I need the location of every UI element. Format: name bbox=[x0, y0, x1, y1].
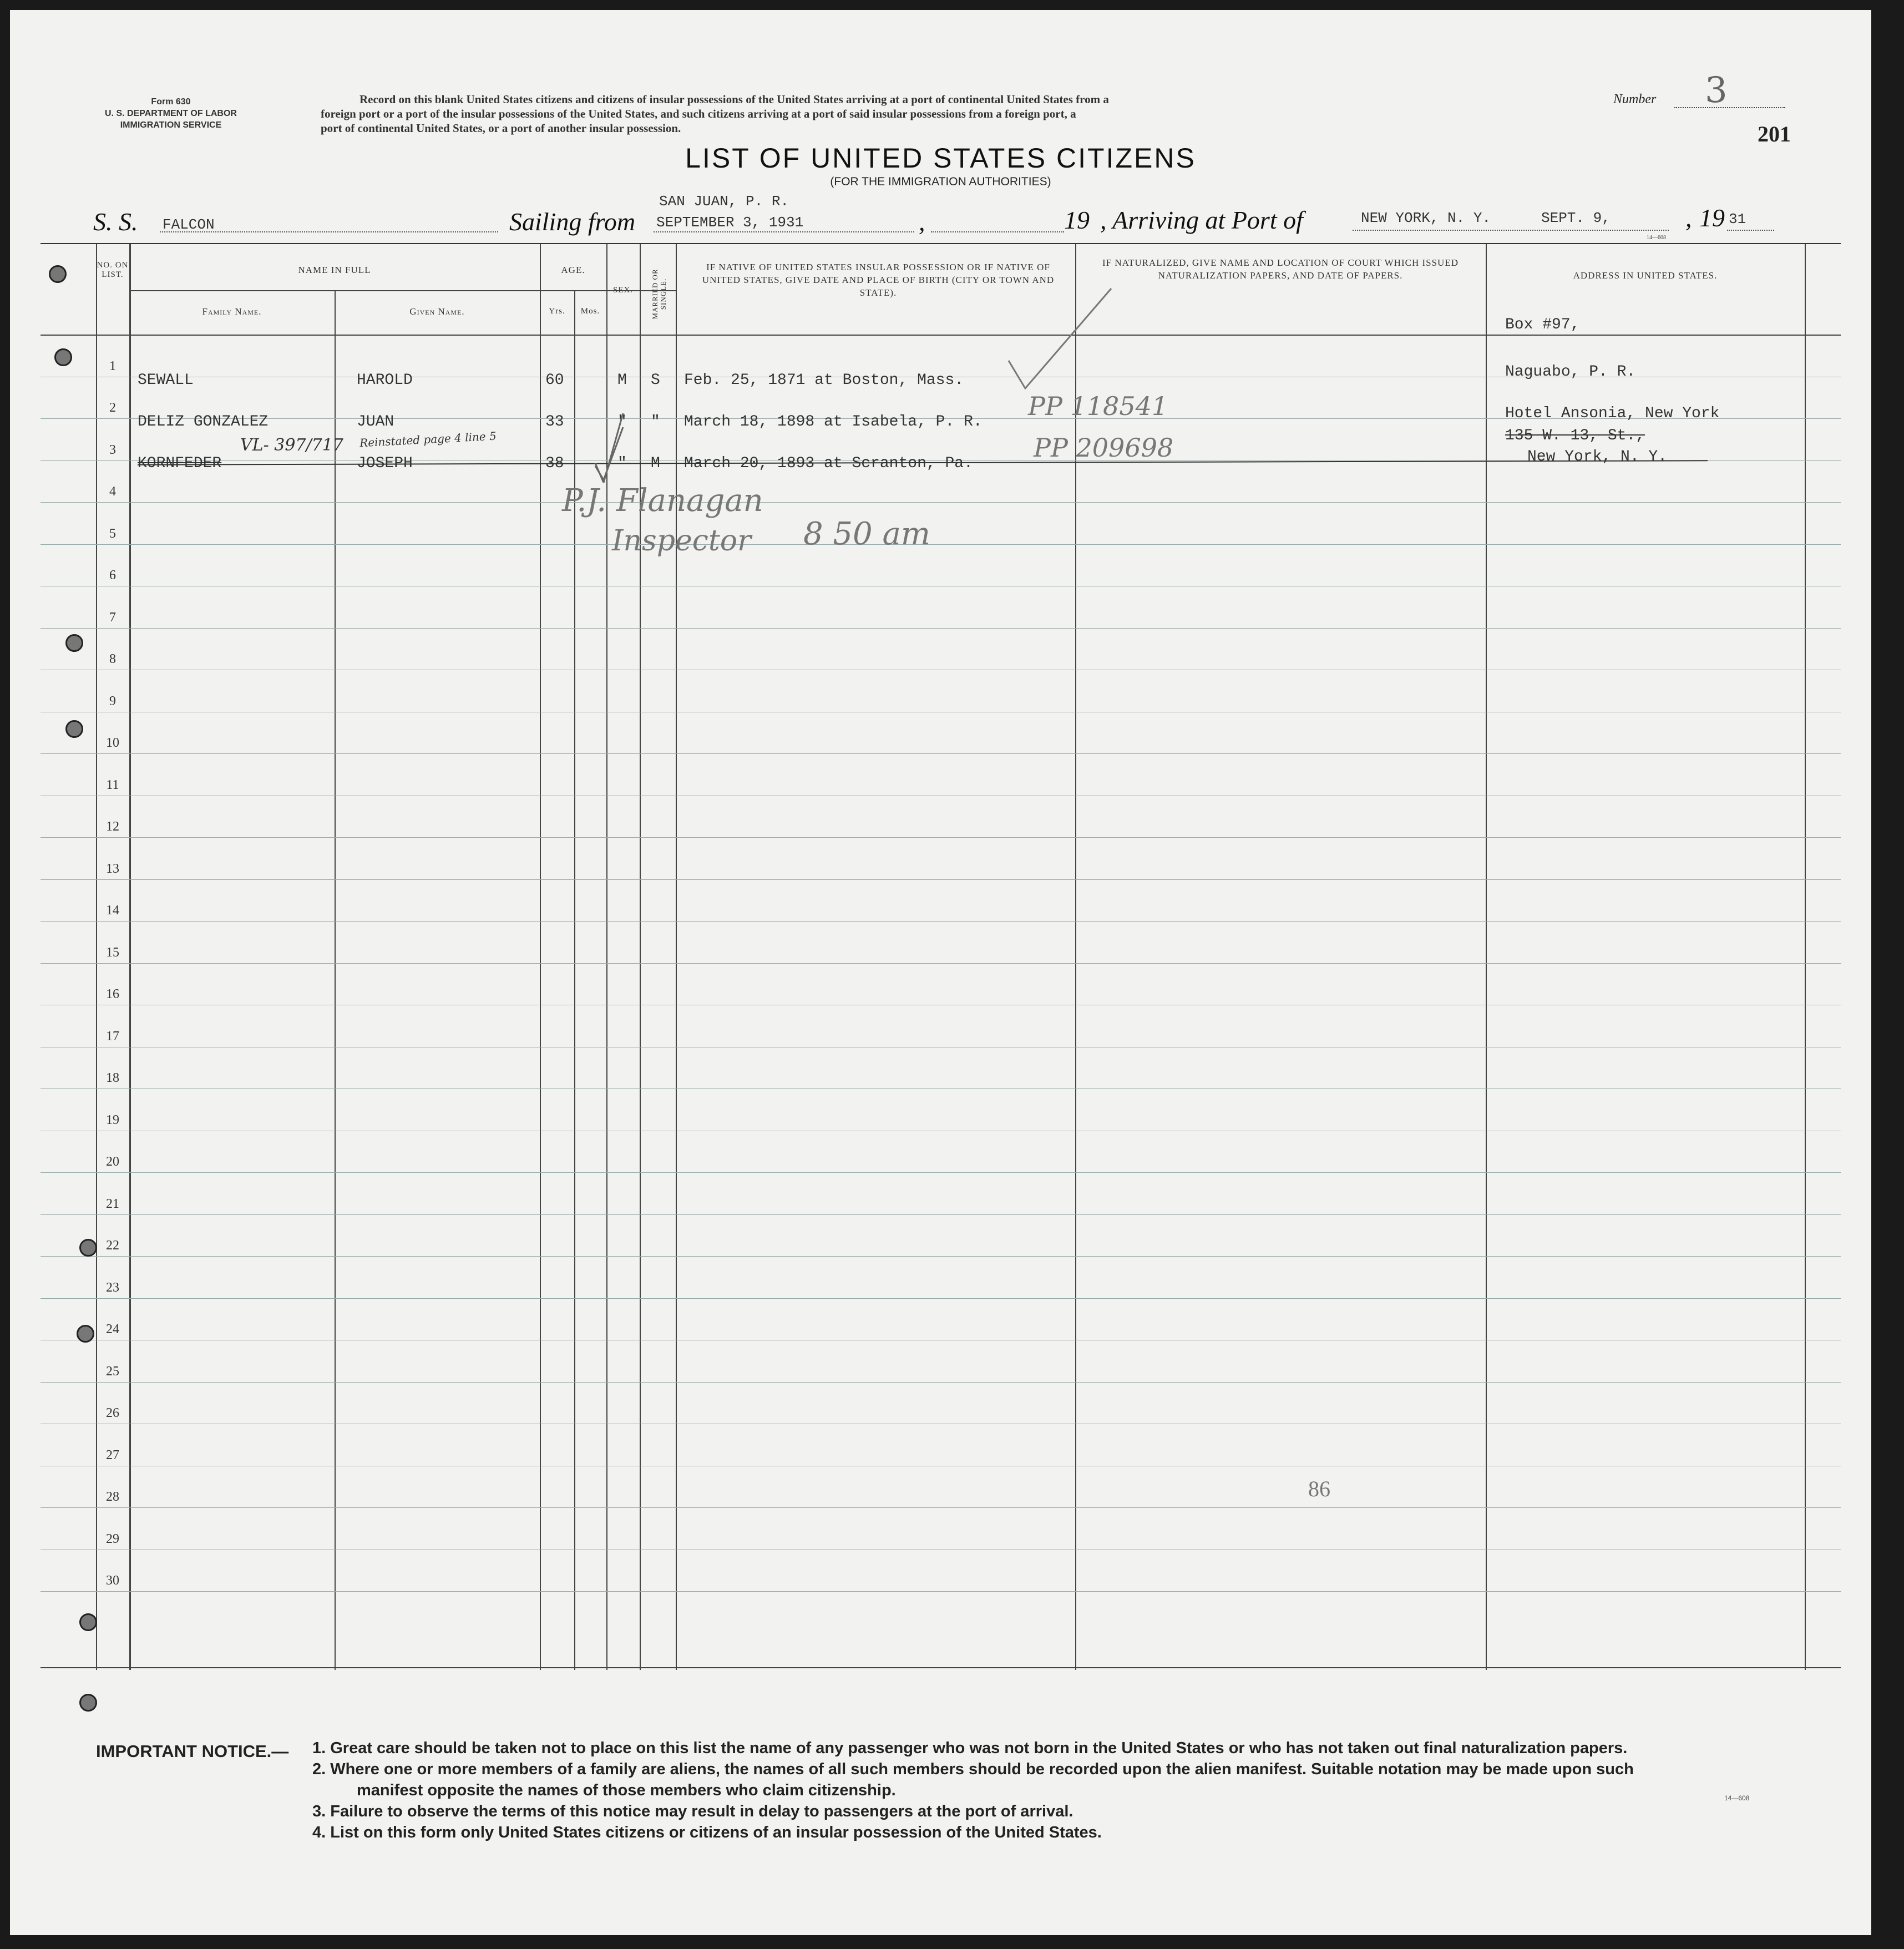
sex: " bbox=[617, 455, 627, 472]
print-code-top: 14—608 bbox=[1647, 235, 1666, 241]
row-number: 6 bbox=[109, 568, 116, 583]
row-number: 28 bbox=[106, 1490, 119, 1504]
notice-item-2-cont: manifest opposite the names of those members who claim citizenship. bbox=[357, 1781, 896, 1799]
port-from: SAN JUAN, P. R. bbox=[659, 193, 789, 210]
page-subtitle: (FOR THE IMMIGRATION AUTHORITIES) bbox=[830, 175, 1051, 188]
row-line bbox=[40, 1256, 1841, 1257]
instruction-line: Record on this blank United States citizens and citizens of insular possessions of the United States arriving at a port of continental United States from a bbox=[359, 93, 1109, 106]
blank-line bbox=[931, 229, 1064, 232]
port-to: NEW YORK, N. Y. bbox=[1361, 210, 1491, 226]
binder-hole bbox=[79, 1613, 97, 1631]
header-bottom-line bbox=[40, 335, 1841, 336]
row-line bbox=[40, 544, 1841, 545]
row-number: 12 bbox=[106, 819, 119, 834]
date-to: SEPT. 9, bbox=[1541, 210, 1611, 226]
notice-item-4: 4. List on this form only United States citizens or citizens of an insular possession of the United States. bbox=[312, 1824, 1102, 1841]
row-number: 29 bbox=[106, 1531, 119, 1546]
row-number: 19 bbox=[106, 1112, 119, 1127]
instruction-line: foreign port or a port of the insular possessions of the United States, and such citizens arriving at a port of said insular possessions from a foreign port, a bbox=[321, 107, 1076, 120]
marital-status: M bbox=[651, 455, 660, 472]
marital-status: S bbox=[651, 372, 660, 389]
row-number: 25 bbox=[106, 1364, 119, 1379]
birth-info: Feb. 25, 1871 at Boston, Mass. bbox=[684, 372, 964, 389]
vl-annotation: VL- 397/717 bbox=[240, 436, 343, 455]
sailing-label: Sailing from bbox=[509, 207, 636, 236]
col-line bbox=[1805, 244, 1806, 1670]
col-line bbox=[540, 244, 541, 1670]
header-address: ADDRESS IN UNITED STATES. bbox=[1573, 270, 1718, 281]
notice-label: IMPORTANT NOTICE.— bbox=[96, 1742, 289, 1761]
service: IMMIGRATION SERVICE bbox=[120, 120, 222, 130]
row-number: 14 bbox=[106, 903, 119, 918]
row-line bbox=[40, 753, 1841, 754]
nineteen: 19 bbox=[1064, 206, 1090, 234]
given-name: HAROLD bbox=[357, 372, 413, 389]
family-name: DELIZ GONZALEZ bbox=[138, 413, 269, 431]
sex: " bbox=[617, 413, 627, 431]
row-number: 10 bbox=[106, 736, 119, 750]
row-line bbox=[40, 837, 1841, 838]
row-number: 20 bbox=[106, 1155, 119, 1169]
row-number: 11 bbox=[106, 777, 119, 792]
col-line bbox=[129, 244, 131, 1670]
col-line bbox=[1486, 244, 1487, 1670]
row-line bbox=[40, 1214, 1841, 1215]
binder-hole bbox=[65, 720, 83, 738]
row-number: 17 bbox=[106, 1029, 119, 1044]
header-name-in-full: NAME IN FULL bbox=[298, 265, 371, 275]
header-age: AGE. bbox=[561, 265, 585, 275]
row-number: 22 bbox=[106, 1238, 119, 1253]
row-number: 1 bbox=[109, 358, 116, 373]
address: 135 W. 13, St., bbox=[1505, 427, 1645, 444]
family-name: SEWALL bbox=[138, 372, 194, 389]
naturalization-paper: PP 118541 bbox=[1028, 391, 1168, 421]
remark-annotation: Reinstated page 4 line 5 bbox=[359, 429, 497, 450]
row-number: 7 bbox=[109, 610, 116, 625]
naturalization-paper: PP 209698 bbox=[1034, 433, 1174, 463]
header-sex: SEX. bbox=[612, 286, 634, 295]
inspection-time: 8 50 am bbox=[803, 516, 930, 552]
year-line bbox=[1727, 227, 1774, 231]
comma-separator: , bbox=[919, 207, 925, 236]
date-from: SEPTEMBER 3, 1931 bbox=[656, 214, 804, 231]
inspector-label: Inspector bbox=[612, 524, 751, 558]
row-number: 23 bbox=[106, 1280, 119, 1295]
age-years: 60 bbox=[545, 372, 564, 389]
binder-hole bbox=[49, 265, 67, 283]
row-number: 2 bbox=[109, 401, 116, 415]
notice-item-1: 1. Great care should be taken not to place on this list the name of any passenger who was not born in the United States or who has not taken out final naturalization papers. bbox=[312, 1739, 1628, 1757]
table-bottom-line bbox=[40, 1667, 1841, 1668]
form-header bbox=[65, 96, 276, 131]
manifest-page bbox=[10, 10, 1871, 1935]
row-number: 4 bbox=[109, 484, 116, 499]
row-line bbox=[40, 921, 1841, 922]
row-number: 18 bbox=[106, 1071, 119, 1085]
header-married: MARRIED OR SINGLE. bbox=[651, 269, 667, 320]
address: Naguabo, P. R. bbox=[1505, 363, 1636, 381]
row-line bbox=[40, 1591, 1841, 1592]
citizens-table bbox=[40, 243, 1841, 1670]
number-value: 3 bbox=[1705, 70, 1728, 111]
age-years: 38 bbox=[545, 455, 564, 472]
marital-status: " bbox=[651, 413, 660, 431]
check-marks bbox=[573, 322, 712, 483]
row-number: 5 bbox=[109, 526, 116, 541]
row-number: 13 bbox=[106, 861, 119, 876]
subheader-line bbox=[129, 290, 676, 291]
row-number: 24 bbox=[106, 1322, 119, 1337]
number-line bbox=[1674, 107, 1785, 108]
row-line bbox=[40, 1382, 1841, 1383]
binder-hole bbox=[54, 348, 72, 366]
page-title: LIST OF UNITED STATES CITIZENS bbox=[685, 143, 1196, 174]
number-label: Number bbox=[1613, 92, 1657, 107]
page-number: 201 bbox=[1758, 122, 1791, 146]
instructions bbox=[321, 92, 1530, 135]
row-number: 27 bbox=[106, 1447, 119, 1462]
instruction-line: port of continental United States, or a port of another insular possession. bbox=[321, 122, 681, 135]
row-line bbox=[40, 1298, 1841, 1299]
form-number: Form 630 bbox=[151, 97, 191, 107]
notice-item-3: 3. Failure to observe the terms of this notice may result in delay to passengers at the port of arrival. bbox=[312, 1803, 1073, 1820]
ss-label: S. S. bbox=[93, 207, 138, 236]
binder-hole bbox=[79, 1694, 97, 1712]
port-to-line bbox=[1353, 227, 1669, 231]
ship-name: FALCON bbox=[163, 216, 215, 233]
row-number: 16 bbox=[106, 987, 119, 1001]
binder-hole bbox=[65, 634, 83, 652]
row-line bbox=[40, 879, 1841, 880]
year-prefix: 19 bbox=[1699, 204, 1725, 232]
header-mos: Mos. bbox=[580, 307, 600, 316]
header-yrs: Yrs. bbox=[549, 307, 565, 316]
birth-info: March 20, 1893 at Scranton, Pa. bbox=[684, 455, 973, 472]
given-name: JOSEPH bbox=[357, 455, 413, 472]
birth-info: March 18, 1898 at Isabela, P. R. bbox=[684, 413, 983, 431]
row-number: 30 bbox=[106, 1573, 119, 1588]
inspector-signature: P.J. Flanagan bbox=[562, 483, 763, 519]
row-line bbox=[40, 963, 1841, 964]
header-naturalized: IF NATURALIZED, GIVE NAME AND LOCATION OF COURT WHICH ISSUED NATURALIZATION PAPERS, AND DATE OF PAPERS. bbox=[1102, 257, 1459, 281]
address: Hotel Ansonia, New York bbox=[1505, 405, 1720, 422]
comma-separator: , bbox=[1685, 204, 1692, 232]
address-box: Box #97, bbox=[1505, 316, 1580, 333]
col-line bbox=[335, 290, 336, 1670]
address-city: New York, N. Y. bbox=[1527, 448, 1668, 465]
header-no: NO. ON LIST. bbox=[97, 261, 129, 279]
header-family: Family Name. bbox=[202, 306, 262, 317]
check-mark-birth bbox=[1003, 283, 1114, 394]
row-number: 8 bbox=[109, 652, 116, 666]
binder-hole bbox=[79, 1239, 97, 1257]
sex: M bbox=[617, 372, 627, 389]
family-name: KORNFEDER bbox=[138, 455, 222, 472]
row-number: 3 bbox=[109, 442, 116, 457]
notice-item-2: 2. Where one or more members of a family are aliens, the names of all such members should be recorded upon the alien manifest. Suitable notation may be made upon such bbox=[312, 1760, 1634, 1778]
row-number: 15 bbox=[106, 945, 119, 960]
row-line bbox=[40, 1507, 1841, 1508]
year-suffix: 31 bbox=[1729, 211, 1746, 227]
arriving-label: , Arriving at Port of bbox=[1100, 206, 1303, 234]
stamp-number: 86 bbox=[1308, 1476, 1330, 1501]
header-native: IF NATIVE OF UNITED STATES INSULAR POSSESSION OR IF NATIVE OF UNITED STATES, GIVE DATE AND PLACE OF BIRTH (CITY OR TOWN AND STATE). bbox=[702, 262, 1055, 298]
given-name: JUAN bbox=[357, 413, 394, 431]
header-given: Given Name. bbox=[409, 306, 465, 317]
row-line bbox=[40, 1172, 1841, 1173]
row-number: 9 bbox=[109, 693, 116, 708]
row-line bbox=[40, 502, 1841, 503]
department: U. S. DEPARTMENT OF LABOR bbox=[105, 109, 237, 118]
print-code-bottom: 14—608 bbox=[1724, 1794, 1750, 1802]
row-line bbox=[40, 628, 1841, 629]
age-years: 33 bbox=[545, 413, 564, 431]
row-number: 26 bbox=[106, 1406, 119, 1420]
binder-hole bbox=[77, 1325, 94, 1343]
row-number: 21 bbox=[106, 1196, 119, 1211]
